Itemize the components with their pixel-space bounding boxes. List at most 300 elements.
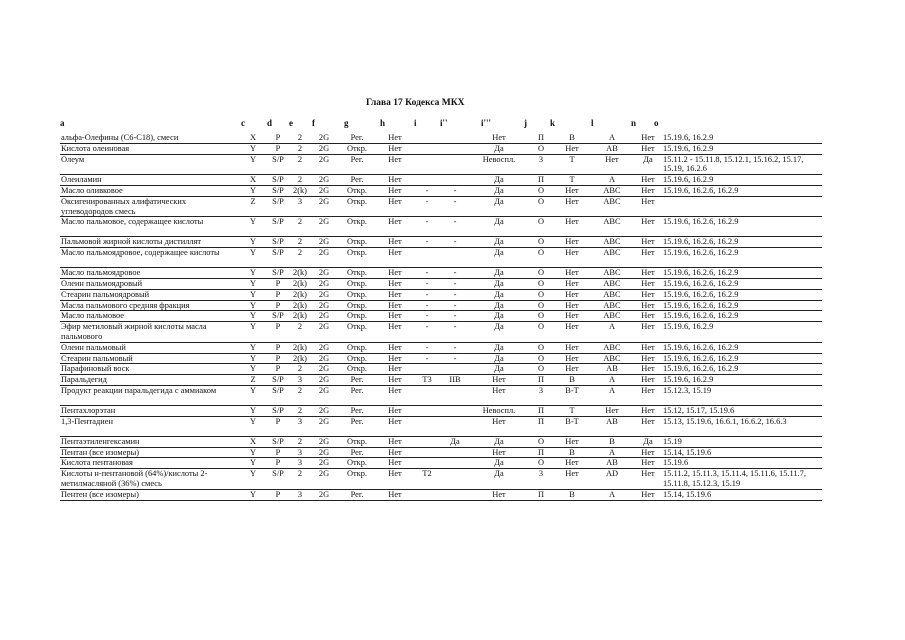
column-header: k xyxy=(550,118,556,128)
table-cell: Нет xyxy=(634,458,662,469)
table-cell: 2 xyxy=(290,217,310,237)
table-cell xyxy=(414,489,440,500)
table-cell: Откр. xyxy=(338,300,376,311)
table-cell: 2 xyxy=(290,248,310,268)
table-cell: 15.11.2 - 15.11.8, 15.12.1, 15.16.2, 15.17, 15.19, 16.2.6 xyxy=(662,154,822,175)
table-cell: Нет xyxy=(376,436,414,447)
table-cell: Y xyxy=(240,154,266,175)
table-cell: Нет xyxy=(376,385,414,405)
table-cell: 2G xyxy=(310,416,338,436)
table-cell: Откр. xyxy=(338,458,376,469)
table-row xyxy=(60,447,822,458)
table-cell: Рег. xyxy=(338,133,376,143)
product-name-cell: Пентахлорэтан xyxy=(60,405,240,416)
table-cell: O xyxy=(528,278,554,289)
table-cell: Невоспл. xyxy=(470,154,528,175)
table-cell: - xyxy=(414,268,440,279)
table-cell: 15.19.6, 16.2.6, 16.2.9 xyxy=(662,364,822,375)
table-cell: Y xyxy=(240,364,266,375)
table-cell: Да xyxy=(470,289,528,300)
table-cell: 3 xyxy=(290,196,310,217)
table-cell: 2 xyxy=(290,469,310,490)
table-cell: Да xyxy=(470,300,528,311)
table-cell: 2G xyxy=(310,196,338,217)
table-cell: ABC xyxy=(590,185,634,196)
table-row xyxy=(60,237,822,248)
table-cell: P xyxy=(266,364,290,375)
table-cell: ABC xyxy=(590,311,634,322)
table-cell: Нет xyxy=(554,436,590,447)
table-cell: 2G xyxy=(310,469,338,490)
table-cell: 2G xyxy=(310,385,338,405)
table-cell: 2G xyxy=(310,300,338,311)
table-row xyxy=(60,289,822,300)
table-cell: Да xyxy=(470,268,528,279)
table-cell: Y xyxy=(240,237,266,248)
table-cell: X xyxy=(240,175,266,186)
table-cell: Y xyxy=(240,447,266,458)
table-cell: Да xyxy=(470,217,528,237)
table-row xyxy=(60,278,822,289)
table-row xyxy=(60,143,822,154)
table-cell xyxy=(414,416,440,436)
table-cell: - xyxy=(414,217,440,237)
table-cell: 3 xyxy=(290,489,310,500)
table-cell: - xyxy=(414,342,440,353)
table-cell: Рег. xyxy=(338,175,376,186)
product-name-cell: Пентан (все изомеры) xyxy=(60,447,240,458)
table-cell: 2G xyxy=(310,268,338,279)
table-cell: A xyxy=(590,322,634,343)
table-row xyxy=(60,489,822,500)
table-cell: Нет xyxy=(376,469,414,490)
table-row xyxy=(60,217,822,237)
table-cell: 15.19.6, 16.2.6, 16.2.9 xyxy=(662,217,822,237)
table-cell: AB xyxy=(590,416,634,436)
table-cell: - xyxy=(414,278,440,289)
table-cell: P xyxy=(266,133,290,143)
table-cell: - xyxy=(414,237,440,248)
table-cell: B xyxy=(554,489,590,500)
table-cell: Рег. xyxy=(338,385,376,405)
table-cell: Нет xyxy=(634,416,662,436)
table-cell: ABC xyxy=(590,353,634,364)
column-header: f xyxy=(312,118,315,128)
table-cell: 3 xyxy=(290,375,310,386)
table-cell: 3 xyxy=(528,154,554,175)
table-cell: - xyxy=(440,342,470,353)
table-row xyxy=(60,322,822,343)
table-cell: Нет xyxy=(554,311,590,322)
table-cell: P xyxy=(266,458,290,469)
table-cell: ABC xyxy=(590,248,634,268)
column-header: n xyxy=(631,118,637,128)
table-cell: - xyxy=(440,237,470,248)
table-cell: P xyxy=(266,489,290,500)
product-name-cell: Кислота олеиновая xyxy=(60,143,240,154)
table-cell: 2 xyxy=(290,405,310,416)
table-cell: Нет xyxy=(634,143,662,154)
page-title: Глава 17 Кодекса МКХ xyxy=(366,98,465,108)
table-cell xyxy=(440,489,470,500)
table-cell: 2G xyxy=(310,405,338,416)
table-cell: S/P xyxy=(266,436,290,447)
table-cell: - xyxy=(440,268,470,279)
table-cell: Да xyxy=(470,353,528,364)
table-cell: Нет xyxy=(554,237,590,248)
table-cell xyxy=(414,458,440,469)
table-cell: O xyxy=(528,300,554,311)
table-cell xyxy=(414,436,440,447)
product-name-cell: Пентен (все изомеры) xyxy=(60,489,240,500)
table-row xyxy=(60,385,822,405)
table-cell: Нет xyxy=(634,385,662,405)
table-cell: Нет xyxy=(634,447,662,458)
table-cell: Нет xyxy=(470,489,528,500)
table-cell: T xyxy=(554,175,590,186)
table-cell: IIB xyxy=(440,375,470,386)
table-cell: Y xyxy=(240,416,266,436)
table-cell: Y xyxy=(240,342,266,353)
table-cell: O xyxy=(528,353,554,364)
table-cell xyxy=(440,416,470,436)
table-cell xyxy=(440,385,470,405)
table-cell: Да xyxy=(470,143,528,154)
table-cell: Нет xyxy=(554,196,590,217)
product-name-cell: Паральдегид xyxy=(60,375,240,386)
table-cell: Нет xyxy=(376,458,414,469)
table-cell: Нет xyxy=(376,185,414,196)
table-row xyxy=(60,416,822,436)
table-cell: Откр. xyxy=(338,185,376,196)
table-cell: Нет xyxy=(634,268,662,279)
table-cell: S/P xyxy=(266,469,290,490)
table-cell: П xyxy=(528,133,554,143)
product-name-cell: Пентаэтиленгексамин xyxy=(60,436,240,447)
table-cell: Нет xyxy=(554,469,590,490)
table-cell: Y xyxy=(240,278,266,289)
table-cell: П xyxy=(528,175,554,186)
table-cell: ABC xyxy=(590,289,634,300)
table-cell: 2G xyxy=(310,237,338,248)
table-cell: 15.19.6, 16.2.9 xyxy=(662,133,822,143)
table-cell: B xyxy=(590,436,634,447)
table-cell: O xyxy=(528,322,554,343)
table-row xyxy=(60,248,822,268)
table-cell: 3 xyxy=(290,458,310,469)
table-cell: Нет xyxy=(634,353,662,364)
table-cell: Нет xyxy=(634,311,662,322)
table-cell: 15.19.6, 16.2.9 xyxy=(662,375,822,386)
table-cell: Откр. xyxy=(338,143,376,154)
table-cell: 15.12, 15.17, 15.19.6 xyxy=(662,405,822,416)
table-cell: S/P xyxy=(266,248,290,268)
table-cell: Нет xyxy=(470,447,528,458)
table-cell: Нет xyxy=(554,289,590,300)
table-cell: Нет xyxy=(634,469,662,490)
table-cell: Нет xyxy=(376,364,414,375)
table-cell: 15.19.6, 16.2.6, 16.2.9 xyxy=(662,185,822,196)
table-cell: Y xyxy=(240,300,266,311)
table-cell: Нет xyxy=(376,416,414,436)
column-header: o xyxy=(654,118,659,128)
table-cell: 2G xyxy=(310,375,338,386)
table-cell: O xyxy=(528,248,554,268)
table-cell: B xyxy=(554,133,590,143)
table-cell: O xyxy=(528,237,554,248)
table-cell: 2G xyxy=(310,289,338,300)
table-cell: - xyxy=(440,289,470,300)
table-cell: Нет xyxy=(554,248,590,268)
product-name-cell: Продукт реакции паральдегида с аммиаком xyxy=(60,385,240,405)
table-cell: 15.11.2, 15.11.3, 15.11.4, 15.11.6, 15.11.7, 15.11.8, 15.12.3, 15.19 xyxy=(662,469,822,490)
product-name-cell: Олеиламин xyxy=(60,175,240,186)
table-cell: Нет xyxy=(554,342,590,353)
table-cell: Да xyxy=(470,248,528,268)
table-cell: Нет xyxy=(376,405,414,416)
table-cell: 15.19.6, 16.2.6, 16.2.9 xyxy=(662,300,822,311)
table-cell: Нет xyxy=(590,154,634,175)
table-cell xyxy=(440,469,470,490)
table-cell: 2(k) xyxy=(290,268,310,279)
product-name-cell: 1,3-Пентадиен xyxy=(60,416,240,436)
table-cell: Нет xyxy=(376,154,414,175)
table-cell xyxy=(440,133,470,143)
table-cell: Нет xyxy=(634,217,662,237)
table-cell: ABC xyxy=(590,196,634,217)
table-cell: 2G xyxy=(310,364,338,375)
table-cell: Откр. xyxy=(338,469,376,490)
table-cell: П xyxy=(528,405,554,416)
table-cell: Откр. xyxy=(338,353,376,364)
table-row xyxy=(60,405,822,416)
table-row xyxy=(60,469,822,490)
table-row xyxy=(60,133,822,143)
table-cell: 15.19.6, 16.2.6, 16.2.9 xyxy=(662,342,822,353)
table-row xyxy=(60,196,822,217)
table-cell: Y xyxy=(240,268,266,279)
table-cell: P xyxy=(266,353,290,364)
table-cell: O xyxy=(528,342,554,353)
table-cell: Y xyxy=(240,248,266,268)
table-cell: Нет xyxy=(634,248,662,268)
table-cell: - xyxy=(440,300,470,311)
table-cell: 2(k) xyxy=(290,311,310,322)
table-cell: A xyxy=(590,385,634,405)
table-cell xyxy=(440,248,470,268)
table-cell: 15.19.6, 16.2.9 xyxy=(662,143,822,154)
product-name-cell: Олеин пальмовый xyxy=(60,342,240,353)
table-cell: Нет xyxy=(634,133,662,143)
table-cell: Рег. xyxy=(338,375,376,386)
table-cell: O xyxy=(528,458,554,469)
table-cell: Y xyxy=(240,458,266,469)
table-cell: Нет xyxy=(634,375,662,386)
table-cell: Нет xyxy=(554,322,590,343)
column-header: h xyxy=(380,118,386,128)
table-cell: Да xyxy=(470,278,528,289)
table-cell: Да xyxy=(470,436,528,447)
table-row xyxy=(60,268,822,279)
table-cell xyxy=(414,364,440,375)
table-cell: O xyxy=(528,196,554,217)
table-cell: 15.19.6, 16.2.6, 16.2.9 xyxy=(662,353,822,364)
table-row xyxy=(60,375,822,386)
table-cell xyxy=(440,154,470,175)
table-cell: 2 xyxy=(290,175,310,186)
table-cell: Да xyxy=(470,185,528,196)
table-cell: Откр. xyxy=(338,278,376,289)
table-cell: 15.19.6, 16.2.6, 16.2.9 xyxy=(662,289,822,300)
table-cell: Да xyxy=(440,436,470,447)
table-cell: 2(k) xyxy=(290,185,310,196)
table-row xyxy=(60,185,822,196)
product-name-cell: Масло оливковое xyxy=(60,185,240,196)
table-cell: 15.19.6, 16.2.6, 16.2.9 xyxy=(662,237,822,248)
table-cell: 15.14, 15.19.6 xyxy=(662,447,822,458)
table-cell: 15.19.6 xyxy=(662,458,822,469)
table-cell: Да xyxy=(470,342,528,353)
product-name-cell: Стеарин пальмоядровый xyxy=(60,289,240,300)
table-cell: Да xyxy=(470,196,528,217)
table-cell: S/P xyxy=(266,405,290,416)
table-cell: 2 xyxy=(290,364,310,375)
table-cell: O xyxy=(528,311,554,322)
table-cell xyxy=(440,175,470,186)
table-cell: 2G xyxy=(310,489,338,500)
table-cell: 2(k) xyxy=(290,278,310,289)
table-cell: Да xyxy=(470,469,528,490)
column-header: i''' xyxy=(481,118,492,128)
table-cell: Откр. xyxy=(338,196,376,217)
table-cell: 2(k) xyxy=(290,300,310,311)
table-cell: S/P xyxy=(266,185,290,196)
table-cell: Нет xyxy=(634,278,662,289)
table-cell: A xyxy=(590,447,634,458)
table-cell: Нет xyxy=(634,175,662,186)
table-cell: 3 xyxy=(290,447,310,458)
table-cell: S/P xyxy=(266,154,290,175)
table-row xyxy=(60,175,822,186)
table-cell: 15.12.3, 15.19 xyxy=(662,385,822,405)
table-cell: 2 xyxy=(290,322,310,343)
product-name-cell: Пальмовой жирной кислоты дистиллят xyxy=(60,237,240,248)
table-cell: Y xyxy=(240,322,266,343)
table-cell: O xyxy=(528,289,554,300)
table-cell xyxy=(414,175,440,186)
table-cell: Нет xyxy=(376,322,414,343)
table-cell: 15.13, 15.19.6, 16.6.1, 16.6.2, 16.6.3 xyxy=(662,416,822,436)
table-cell: P xyxy=(266,143,290,154)
table-cell: Нет xyxy=(470,375,528,386)
table-cell: Откр. xyxy=(338,342,376,353)
table-cell: Нет xyxy=(554,268,590,279)
table-cell: Нет xyxy=(590,405,634,416)
table-row xyxy=(60,353,822,364)
table-cell: Нет xyxy=(634,300,662,311)
table-cell: Нет xyxy=(376,289,414,300)
table-cell: Откр. xyxy=(338,289,376,300)
table-cell: P xyxy=(266,447,290,458)
table-cell: B xyxy=(554,447,590,458)
table-cell: S/P xyxy=(266,217,290,237)
table-cell: Y xyxy=(240,311,266,322)
table-cell: A xyxy=(590,133,634,143)
table-cell: 15.19.6, 16.2.9 xyxy=(662,175,822,186)
table-cell: Нет xyxy=(376,300,414,311)
table-cell: Откр. xyxy=(338,322,376,343)
table-cell: Нет xyxy=(554,300,590,311)
table-cell: Нет xyxy=(634,489,662,500)
table-cell: 2(k) xyxy=(290,353,310,364)
table-cell: Нет xyxy=(634,405,662,416)
table-cell: 2G xyxy=(310,248,338,268)
table-cell: 2 xyxy=(290,154,310,175)
table-cell: Нет xyxy=(634,196,662,217)
table-cell: ABC xyxy=(590,300,634,311)
product-name-cell: Кислоты н-пентановой (64%)/кислоты 2-метилмасляной (36%) смесь xyxy=(60,469,240,490)
table-cell: - xyxy=(414,353,440,364)
table-cell: Нет xyxy=(554,217,590,237)
table-cell: - xyxy=(440,353,470,364)
table-cell: 2G xyxy=(310,133,338,143)
table-cell: Откр. xyxy=(338,237,376,248)
table-cell: X xyxy=(240,436,266,447)
table-cell: Рег. xyxy=(338,405,376,416)
product-name-cell: Масло пальмоядровое xyxy=(60,268,240,279)
table-cell: Да xyxy=(470,458,528,469)
table-cell: AD xyxy=(590,469,634,490)
table-cell: 15.19.6, 16.2.6, 16.2.9 xyxy=(662,248,822,268)
product-name-cell: альфа-Олефины (C6-C18), смеси xyxy=(60,133,240,143)
table-cell: Откр. xyxy=(338,217,376,237)
table-cell: 2G xyxy=(310,143,338,154)
table-cell: P xyxy=(266,300,290,311)
table-cell: 15.19.6, 16.2.9 xyxy=(662,322,822,343)
table-cell: 15.19 xyxy=(662,436,822,447)
table-cell: Y xyxy=(240,489,266,500)
table-cell: Нет xyxy=(376,217,414,237)
table-row xyxy=(60,458,822,469)
table-row xyxy=(60,342,822,353)
table-cell: Нет xyxy=(376,342,414,353)
table-cell: S/P xyxy=(266,196,290,217)
table-cell: Y xyxy=(240,385,266,405)
table-cell: Y xyxy=(240,353,266,364)
table-cell: 2G xyxy=(310,278,338,289)
table-cell: O xyxy=(528,217,554,237)
table-row xyxy=(60,300,822,311)
table-cell: S/P xyxy=(266,268,290,279)
table-cell xyxy=(414,133,440,143)
table-cell: Да xyxy=(470,237,528,248)
table-cell: 2G xyxy=(310,154,338,175)
table-cell xyxy=(414,447,440,458)
column-header: a xyxy=(60,118,65,128)
table-cell: П xyxy=(528,416,554,436)
table-cell: Y xyxy=(240,289,266,300)
table-cell: Да xyxy=(634,154,662,175)
table-cell: Нет xyxy=(634,342,662,353)
table-cell: Да xyxy=(470,364,528,375)
column-header: g xyxy=(344,118,349,128)
table-cell: Нет xyxy=(376,133,414,143)
table-row xyxy=(60,311,822,322)
table-cell: Да xyxy=(470,311,528,322)
table-cell: П xyxy=(528,375,554,386)
table-cell: Нет xyxy=(634,289,662,300)
table-cell: Нет xyxy=(634,185,662,196)
